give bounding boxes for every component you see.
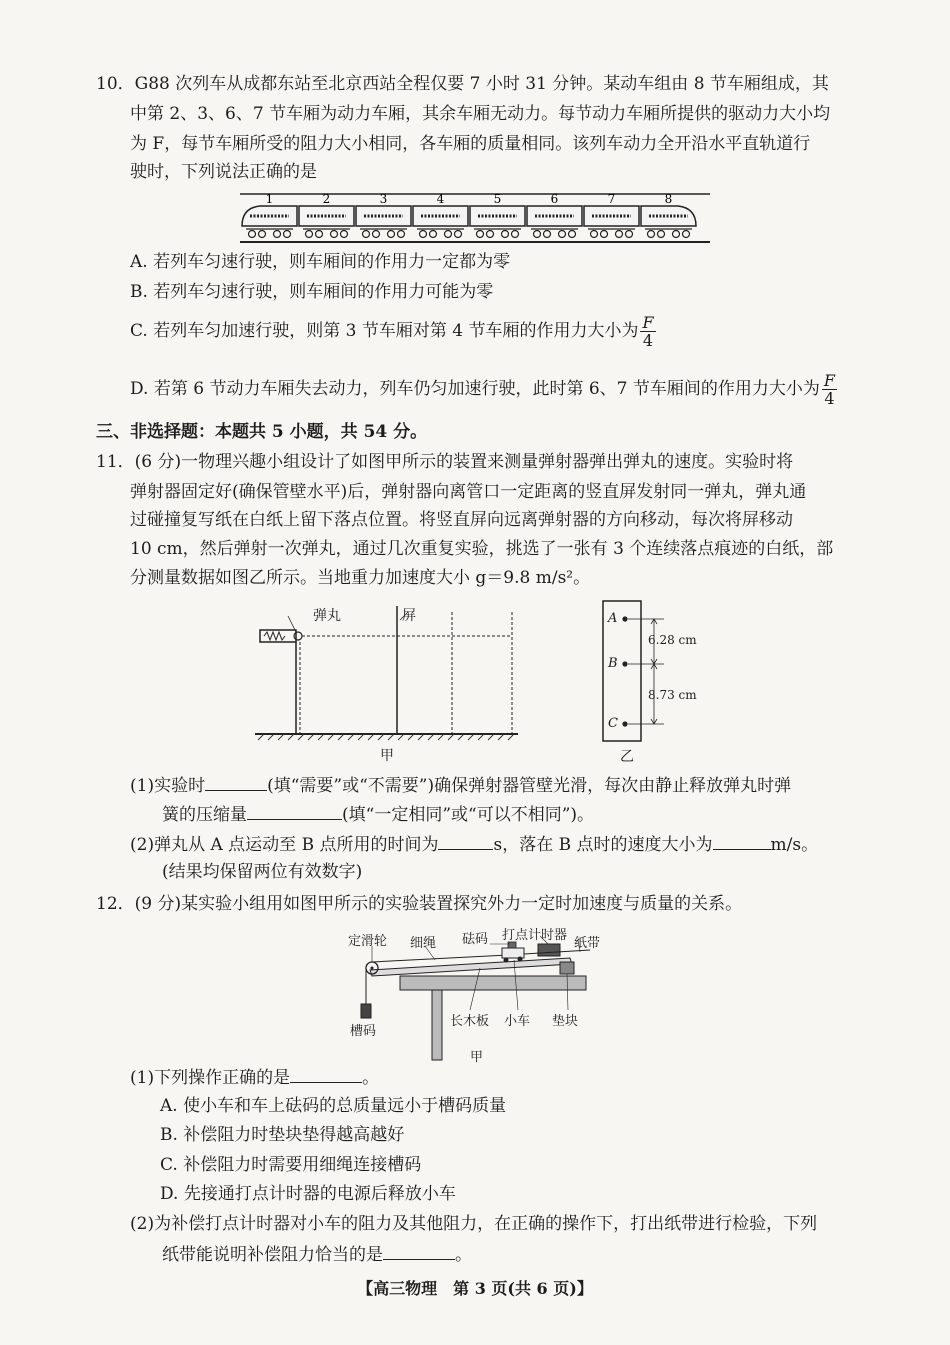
fraction-denominator: 4: [642, 331, 654, 350]
q11-line3: 过碰撞复写纸在白纸上留下落点位置。将竖直屏向远离弹射器的方向移动，每次将屏移动: [130, 510, 793, 530]
label-cart: 小车: [504, 1014, 531, 1029]
point-a-label: A: [608, 611, 618, 626]
point-b-label: B: [608, 656, 618, 671]
answer-blank[interactable]: [713, 831, 771, 850]
q11-sub2-note: (结果均保留两位有效数字): [162, 862, 363, 882]
q10-line2: 中第 2、3、6、7 节车厢为动力车厢，其余车厢无动力。每节动力车厢所提供的驱动力大小均: [130, 104, 831, 124]
q12-sub2-line2: [162, 1241, 472, 1267]
q11-line2: 弹射器固定好(确保管壁水平)后，弹射器向离管口一定距离的竖直屏发射同一弹丸，弹丸通: [130, 482, 807, 502]
label-weight: 砝码: [462, 932, 489, 947]
q10-line3: 为 F，每节车厢所受的阻力大小相同，各车厢的质量相同。该列车动力全开沿水平直轨道行: [130, 134, 811, 154]
train-car-number: 8: [664, 192, 673, 206]
q12-option-b: B. 补偿阻力时垫块垫得越高越好: [160, 1125, 405, 1145]
q12-option-d: D. 先接通打点计时器的电源后释放小车: [160, 1184, 456, 1204]
q11-sub2-text-c: m/s。: [770, 835, 819, 855]
answer-blank[interactable]: [383, 1241, 455, 1260]
label-string: 细绳: [410, 936, 437, 951]
label-screen: 屏: [402, 608, 416, 624]
q12-sub1-end: 。: [362, 1068, 380, 1088]
train-figure: [240, 190, 710, 250]
answer-blank[interactable]: [438, 831, 493, 850]
distance-ab: 6.28 cm: [648, 633, 697, 647]
train-car-5: [470, 192, 525, 238]
distance-bc: 8.73 cm: [648, 688, 697, 702]
answer-blank[interactable]: [247, 801, 342, 820]
q11-line4: 10 cm，然后弹射一次弹丸，通过几次重复实验，挑选了一张有 3 个连续落点痕迹的白纸，部: [130, 539, 834, 559]
q11-line1: 11．(6 分)一物理兴趣小组设计了如图甲所示的装置来测量弹射器弹出弹丸的速度。实验时将: [96, 452, 794, 472]
train-car-number: 2: [322, 192, 331, 206]
train-car-4: [413, 192, 468, 238]
label-block: 垫块: [552, 1014, 579, 1029]
section-heading: 三、非选择题：本题共 5 小题，共 54 分。: [96, 422, 428, 442]
q10-option-d-text: D. 若第 6 节动力车厢失去动力，列车仍匀加速行驶，此时第 6、7 节车厢间的作用力大小为: [130, 379, 820, 399]
answer-blank[interactable]: [205, 772, 267, 791]
figure-b-caption: 乙: [620, 749, 634, 765]
train-car-number: 1: [265, 192, 274, 206]
label-hook-weight: 槽码: [350, 1024, 377, 1039]
q11-sub2-line1: [130, 831, 818, 857]
train-car-2: [299, 192, 354, 238]
train-car-number: 3: [379, 192, 388, 206]
q10-option-c-text: C. 若列车匀加速行驶，则第 3 节车厢对第 4 节车厢的作用力大小为: [130, 321, 639, 341]
train-car-number: 5: [493, 192, 502, 206]
q10-option-d: [130, 372, 837, 407]
q11-figure-b: [598, 598, 708, 772]
fraction-denominator: 4: [824, 389, 835, 408]
q10-line1: 10．G88 次列车从成都东站至北京西站全程仅要 7 小时 31 分钟。某动车组由 8 节车厢组成，其: [96, 74, 829, 94]
train-car-number: 7: [607, 192, 616, 206]
fraction-numerator: F: [823, 371, 836, 390]
q12-sub2-line1: (2)为补偿打点计时器对小车的阻力及其他阻力，在正确的操作下，打出纸带进行检验，下列: [130, 1214, 818, 1234]
fraction-f-over-4: [640, 314, 655, 349]
train-car-6: [527, 192, 582, 238]
point-c-label: C: [608, 716, 618, 731]
q10-option-b: B. 若列车匀速行驶，则车厢间的作用力可能为零: [130, 282, 494, 302]
train-car-7: [584, 192, 639, 238]
q12-sub2-text: 纸带能说明补偿阻力恰当的是: [162, 1245, 383, 1265]
fraction-numerator: F: [642, 313, 654, 332]
q10-option-c: [130, 314, 656, 349]
train-car-number: 4: [436, 192, 445, 206]
q11-sub1-text-a: (1)实验时: [130, 776, 206, 796]
q11-line5: 分测量数据如图乙所示。当地重力加速度大小 g＝9.8 m/s²。: [130, 568, 591, 588]
q11-figure-a: [250, 602, 525, 766]
train-car-8: [641, 192, 696, 238]
q12-option-c: C. 补偿阻力时需要用细绳连接槽码: [160, 1155, 422, 1175]
label-timer: 打点计时器: [502, 928, 568, 943]
q12-sub1-text: (1)下列操作正确的是: [130, 1068, 291, 1088]
q12-figure: [340, 924, 610, 1068]
label-pulley: 定滑轮: [348, 934, 388, 949]
q12-sub1: [130, 1064, 379, 1090]
q11-sub1-line1: [130, 772, 791, 798]
q11-sub2-text-b: s，落在 B 点时的速度大小为: [493, 835, 713, 855]
q11-sub2-text-a: (2)弹丸从 A 点运动至 B 点所用的时间为: [130, 835, 439, 855]
figure-a-caption: 甲: [380, 748, 394, 764]
q11-sub1-text-b: (填“需要”或“不需要”)确保弹射器管壁光滑，每次由静止释放弹丸时弹: [267, 776, 792, 796]
q11-sub1-text-d: (填“一定相同”或“可以不相同”)。: [342, 805, 595, 825]
q10-option-a: A. 若列车匀速行驶，则车厢间的作用力一定都为零: [130, 252, 511, 272]
answer-blank[interactable]: [290, 1064, 362, 1083]
q12-line1: 12．(9 分)某实验小组用如图甲所示的实验装置探究外力一定时加速度与质量的关系。: [96, 894, 743, 914]
train-car-1: [242, 192, 297, 238]
q12-option-a: A. 使小车和车上砝码的总质量远小于槽码质量: [160, 1096, 507, 1116]
train-car-3: [356, 192, 411, 238]
q11-sub1-text-c: 簧的压缩量: [162, 805, 247, 825]
q11-sub1-line2: [162, 801, 594, 827]
page-footer: 【高三物理 第 3 页(共 6 页)】: [357, 1279, 593, 1298]
q12-sub2-end: 。: [455, 1245, 472, 1265]
label-projectile: 弹丸: [313, 608, 341, 624]
label-board: 长木板: [450, 1014, 490, 1029]
label-tape: 纸带: [574, 936, 601, 951]
train-car-number: 6: [550, 192, 559, 206]
q12-figure-caption: 甲: [470, 1050, 484, 1065]
fraction-f-over-4: [822, 372, 837, 407]
q10-line4: 驶时，下列说法正确的是: [130, 162, 317, 182]
